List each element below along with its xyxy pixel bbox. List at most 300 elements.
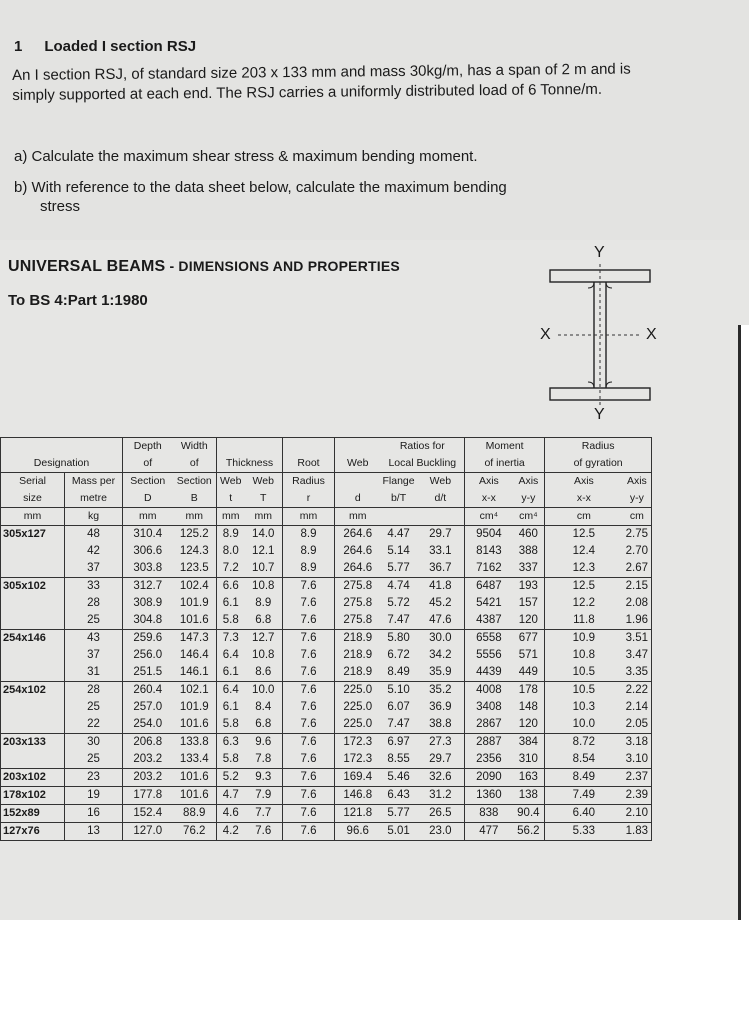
table-row — [1, 716, 652, 734]
width-cell: 125.2 — [173, 526, 217, 544]
gyration-xx-cell: 10.9 — [572, 632, 596, 644]
flange-ratio-cell: 5.72 — [387, 597, 410, 609]
width-cell: 123.5 — [173, 560, 217, 578]
table-body — [1, 526, 652, 841]
web-ratio-cell: 32.6 — [417, 769, 465, 787]
datasheet-standard: To BS 4:Part 1:1980 — [8, 292, 148, 309]
web-ratio-cell: 31.2 — [417, 787, 465, 805]
unit-mass: kg — [65, 508, 123, 526]
flange-thickness-cell: 10.7 — [245, 560, 283, 578]
mass-cell: 33 — [65, 578, 123, 596]
flange-ratio-cell: 6.72 — [387, 649, 410, 661]
inertia-yy-cell: 163 — [513, 769, 545, 787]
web-ratio-cell: 41.8 — [417, 578, 465, 596]
gyration-yy-cell: 1.96 — [623, 612, 652, 630]
web-ratio-cell: 26.5 — [417, 805, 465, 823]
gyration-yy-cell: 2.08 — [623, 595, 652, 612]
gyration-xx-cell: 12.5 — [572, 580, 596, 592]
hdr-axis-ry: Axis — [623, 473, 652, 491]
web-depth-cell: 264.6 — [343, 528, 373, 540]
web-depth-cell: 218.9 — [343, 632, 373, 644]
hdr-web-T: Web — [245, 473, 283, 491]
flange-ratio-cell: 5.14 — [387, 545, 410, 557]
flange-ratio-cell: 4.74 — [387, 580, 410, 592]
web-ratio-cell: 34.2 — [417, 647, 465, 664]
gyration-xx-cell: 7.49 — [572, 789, 596, 801]
gyration-yy-cell: 3.10 — [623, 751, 652, 769]
width-cell: 146.4 — [173, 647, 217, 664]
web-thickness-cell: 4.6 — [222, 807, 239, 819]
unit-T: mm — [245, 508, 283, 526]
inertia-xx-cell: 477 — [479, 825, 499, 837]
mass-cell: 16 — [65, 805, 123, 823]
web-ratio-cell: 35.2 — [417, 682, 465, 700]
unit-ry: cm — [623, 508, 652, 526]
unit-r: mm — [283, 508, 335, 526]
flange-thickness-cell: 7.8 — [245, 751, 283, 769]
serial-size-cell — [1, 543, 65, 560]
inertia-yy-cell: 337 — [513, 560, 545, 578]
hdr-web-t: Web — [220, 475, 242, 487]
width-cell: 101.6 — [173, 612, 217, 630]
flange-ratio-cell: 5.01 — [387, 825, 410, 837]
table-row — [1, 734, 652, 752]
hdr-t: t — [229, 492, 233, 504]
web-depth-cell: 218.9 — [343, 666, 373, 678]
flange-ratio-cell: 5.10 — [387, 684, 410, 696]
serial-size-cell — [1, 751, 65, 769]
root-radius-cell: 7.6 — [283, 823, 335, 841]
table-row — [1, 543, 652, 560]
flange-ratio-cell: 4.47 — [387, 528, 410, 540]
web-depth-cell: 96.6 — [346, 825, 369, 837]
width-cell: 147.3 — [173, 630, 217, 648]
hdr-width: Width — [173, 438, 217, 456]
inertia-yy-cell: 310 — [513, 751, 545, 769]
table-row — [1, 526, 652, 544]
table-row — [1, 787, 652, 805]
inertia-xx-cell: 7162 — [476, 562, 502, 574]
root-radius-cell: 8.9 — [283, 543, 335, 560]
serial-size-cell: 305x102 — [1, 578, 65, 596]
web-ratio-cell: 45.2 — [417, 595, 465, 612]
header-row-3 — [1, 473, 652, 491]
flange-thickness-cell: 7.7 — [245, 805, 283, 823]
gyration-yy-cell: 2.15 — [623, 578, 652, 596]
mass-cell: 25 — [65, 751, 123, 769]
depth-cell: 177.8 — [133, 789, 163, 801]
question-title — [14, 38, 196, 55]
table-row — [1, 664, 652, 682]
serial-size-cell — [1, 612, 65, 630]
hdr-depth: Depth — [133, 440, 162, 452]
web-thickness-cell: 4.7 — [222, 789, 239, 801]
hdr-of-depth: of — [143, 457, 153, 469]
hdr-of-width: of — [173, 455, 217, 473]
hdr-serial: Serial — [1, 473, 65, 491]
web-thickness-cell: 6.4 — [222, 684, 239, 696]
mass-cell: 22 — [65, 716, 123, 734]
depth-cell: 152.4 — [133, 807, 163, 819]
inertia-xx-cell: 2887 — [476, 736, 502, 748]
root-radius-cell: 7.6 — [283, 716, 335, 734]
inertia-xx-cell: 2090 — [476, 771, 502, 783]
web-depth-cell: 264.6 — [343, 545, 373, 557]
gyration-yy-cell: 2.22 — [623, 682, 652, 700]
units-row — [1, 508, 652, 526]
gyration-yy-cell: 2.70 — [623, 543, 652, 560]
table-row — [1, 699, 652, 716]
unit-rx: cm — [576, 510, 591, 522]
hdr-T: T — [245, 490, 283, 508]
hdr-thickness: Thickness — [217, 455, 283, 473]
question-number: 1 — [14, 38, 23, 55]
inertia-yy-cell: 460 — [513, 526, 545, 544]
gyration-yy-cell: 2.10 — [623, 805, 652, 823]
mass-cell: 25 — [65, 699, 123, 716]
web-thickness-cell: 6.6 — [222, 580, 239, 592]
mass-cell: 42 — [65, 543, 123, 560]
hdr-xx-i: x-x — [481, 492, 496, 504]
serial-size-cell: 203x102 — [1, 769, 65, 787]
flange-thickness-cell: 8.4 — [245, 699, 283, 716]
hdr-metre: metre — [65, 490, 123, 508]
web-thickness-cell: 4.2 — [222, 825, 239, 837]
web-depth-cell: 264.6 — [343, 562, 373, 574]
flange-thickness-cell: 6.8 — [245, 716, 283, 734]
hdr-moment: Moment — [465, 438, 545, 456]
depth-cell: 251.5 — [133, 666, 163, 678]
web-depth-cell: 225.0 — [343, 684, 373, 696]
depth-cell: 203.2 — [133, 771, 163, 783]
hdr-local-buckling: Local Buckling — [381, 455, 465, 473]
unit-iy: cm⁴ — [513, 508, 545, 526]
question-heading: Loaded I section RSJ — [44, 38, 197, 55]
inertia-xx-cell: 838 — [479, 807, 499, 819]
depth-cell: 259.6 — [133, 632, 163, 644]
hdr-size: size — [1, 490, 65, 508]
web-depth-cell: 218.9 — [343, 649, 373, 661]
depth-cell: 256.0 — [133, 649, 163, 661]
web-ratio-cell: 36.9 — [417, 699, 465, 716]
flange-thickness-cell: 8.6 — [245, 664, 283, 682]
hdr-radius-r: Radius — [283, 473, 335, 491]
root-radius-cell: 8.9 — [283, 560, 335, 578]
unit-B: mm — [173, 508, 217, 526]
gyration-yy-cell: 3.47 — [623, 647, 652, 664]
mass-cell: 28 — [65, 595, 123, 612]
gyration-xx-cell: 5.33 — [572, 825, 596, 837]
table-row — [1, 682, 652, 700]
depth-cell: 257.0 — [133, 701, 163, 713]
depth-cell: 312.7 — [133, 580, 163, 592]
mass-cell: 23 — [65, 769, 123, 787]
flange-ratio-cell: 7.47 — [387, 614, 410, 626]
datasheet-title — [8, 258, 400, 276]
gyration-xx-cell: 10.0 — [572, 718, 596, 730]
serial-size-cell: 254x102 — [1, 682, 65, 700]
gyration-xx-cell: 10.8 — [572, 649, 596, 661]
gyration-yy-cell: 3.18 — [623, 734, 652, 752]
web-thickness-cell: 7.3 — [222, 632, 239, 644]
header-row-2 — [1, 455, 652, 473]
inertia-yy-cell: 157 — [513, 595, 545, 612]
unit-D: mm — [139, 510, 157, 522]
gyration-yy-cell: 2.05 — [623, 716, 652, 734]
inertia-xx-cell: 4008 — [476, 684, 502, 696]
depth-cell: 306.6 — [133, 545, 163, 557]
depth-cell: 304.8 — [133, 614, 163, 626]
web-depth-cell: 172.3 — [343, 736, 373, 748]
root-radius-cell: 7.6 — [283, 751, 335, 769]
inertia-yy-cell: 571 — [513, 647, 545, 664]
root-radius-cell: 7.6 — [283, 630, 335, 648]
gyration-xx-cell: 8.72 — [572, 736, 596, 748]
table-row — [1, 769, 652, 787]
unit-d: mm — [349, 510, 367, 522]
mass-cell: 19 — [65, 787, 123, 805]
depth-cell: 303.8 — [133, 562, 163, 574]
hdr-ratios: Ratios for — [381, 438, 465, 456]
hdr-yy-i: y-y — [513, 490, 545, 508]
flange-ratio-cell: 5.46 — [387, 771, 410, 783]
gyration-xx-cell: 12.3 — [572, 562, 596, 574]
flange-thickness-cell: 10.8 — [245, 647, 283, 664]
root-radius-cell: 7.6 — [283, 787, 335, 805]
web-ratio-cell: 23.0 — [417, 823, 465, 841]
web-ratio-cell: 30.0 — [417, 630, 465, 648]
hdr-D: D — [143, 492, 152, 504]
flange-ratio-cell: 8.49 — [387, 666, 410, 678]
web-thickness-cell: 6.1 — [222, 666, 239, 678]
mass-cell: 37 — [65, 647, 123, 664]
width-cell: 76.2 — [173, 823, 217, 841]
gyration-xx-cell: 11.8 — [573, 614, 595, 626]
root-radius-cell: 7.6 — [283, 699, 335, 716]
serial-size-cell: 254x146 — [1, 630, 65, 648]
flange-ratio-cell: 8.55 — [387, 753, 410, 765]
question-part-b-line1: b) With reference to the data sheet below, calculate the maximum bending — [14, 179, 507, 196]
flange-ratio-cell: 5.77 — [387, 562, 410, 574]
gyration-xx-cell: 6.40 — [572, 807, 596, 819]
inertia-yy-cell: 120 — [513, 716, 545, 734]
inertia-xx-cell: 1360 — [476, 789, 502, 801]
inertia-xx-cell: 2356 — [476, 753, 502, 765]
web-depth-cell: 225.0 — [343, 718, 373, 730]
flange-thickness-cell: 8.9 — [245, 595, 283, 612]
axis-y-bottom-label: Y — [594, 406, 605, 423]
flange-ratio-cell: 5.80 — [387, 632, 410, 644]
question-part-a: a) Calculate the maximum shear stress & maximum bending moment. — [14, 148, 478, 165]
flange-thickness-cell: 7.6 — [245, 823, 283, 841]
serial-size-cell — [1, 560, 65, 578]
web-thickness-cell: 6.3 — [222, 736, 239, 748]
flange-thickness-cell: 9.6 — [245, 734, 283, 752]
flange-ratio-cell: 6.43 — [387, 789, 410, 801]
depth-cell: 260.4 — [133, 684, 163, 696]
flange-ratio-cell: 6.97 — [387, 736, 410, 748]
hdr-of-gyration: of gyration — [545, 455, 652, 473]
table-row — [1, 805, 652, 823]
hdr-section-b: Section — [173, 473, 217, 491]
serial-size-cell: 305x127 — [1, 526, 65, 544]
hdr-flange: Flange — [382, 475, 415, 487]
table-row — [1, 823, 652, 841]
gyration-xx-cell: 10.5 — [572, 684, 596, 696]
root-radius-cell: 7.6 — [283, 612, 335, 630]
hdr-root: Root — [283, 455, 335, 473]
question-part-b — [14, 178, 634, 216]
depth-cell: 127.0 — [133, 825, 163, 837]
mass-cell: 30 — [65, 734, 123, 752]
i-beam-diagram — [528, 244, 668, 424]
depth-cell: 206.8 — [133, 736, 163, 748]
web-depth-cell: 169.4 — [343, 771, 373, 783]
axis-y-top-label: Y — [594, 244, 605, 261]
hdr-bT: b/T — [390, 492, 407, 504]
inertia-yy-cell: 193 — [513, 578, 545, 596]
width-cell: 133.8 — [173, 734, 217, 752]
serial-size-cell — [1, 595, 65, 612]
web-depth-cell: 275.8 — [343, 614, 373, 626]
gyration-xx-cell: 10.3 — [572, 701, 596, 713]
flange-thickness-cell: 14.0 — [245, 526, 283, 544]
hdr-axis-ix: Axis — [478, 475, 499, 487]
gyration-xx-cell: 10.5 — [572, 666, 596, 678]
web-thickness-cell: 6.1 — [222, 701, 239, 713]
inertia-yy-cell: 449 — [513, 664, 545, 682]
inertia-yy-cell: 388 — [513, 543, 545, 560]
width-cell: 102.4 — [173, 578, 217, 596]
web-ratio-cell: 27.3 — [417, 734, 465, 752]
mass-cell: 43 — [65, 630, 123, 648]
serial-size-cell — [1, 664, 65, 682]
root-radius-cell: 7.6 — [283, 734, 335, 752]
gyration-yy-cell: 2.14 — [623, 699, 652, 716]
inertia-yy-cell: 178 — [513, 682, 545, 700]
width-cell: 146.1 — [173, 664, 217, 682]
width-cell: 88.9 — [173, 805, 217, 823]
flange-thickness-cell: 9.3 — [245, 769, 283, 787]
inertia-xx-cell: 4439 — [476, 666, 502, 678]
web-depth-cell: 225.0 — [343, 701, 373, 713]
unit-t: mm — [222, 510, 240, 522]
inertia-xx-cell: 4387 — [476, 614, 502, 626]
gyration-yy-cell: 2.39 — [623, 787, 652, 805]
web-depth-cell: 146.8 — [343, 789, 373, 801]
unit-ix: cm⁴ — [479, 510, 499, 522]
hdr-of-inertia: of inertia — [465, 455, 545, 473]
web-thickness-cell: 6.4 — [222, 649, 239, 661]
hdr-axis-rx: Axis — [573, 475, 594, 487]
table-row — [1, 612, 652, 630]
inertia-xx-cell: 5556 — [476, 649, 502, 661]
web-depth-cell: 172.3 — [343, 753, 373, 765]
width-cell: 101.6 — [173, 787, 217, 805]
root-radius-cell: 7.6 — [283, 647, 335, 664]
web-thickness-cell: 5.2 — [222, 771, 239, 783]
mass-cell: 25 — [65, 612, 123, 630]
inertia-yy-cell: 120 — [513, 612, 545, 630]
flange-thickness-cell: 7.9 — [245, 787, 283, 805]
hdr-B: B — [173, 490, 217, 508]
width-cell: 133.4 — [173, 751, 217, 769]
web-ratio-cell: 35.9 — [417, 664, 465, 682]
axis-x-right-label: X — [646, 326, 657, 343]
inertia-xx-cell: 2867 — [476, 718, 502, 730]
hdr-d: d — [354, 492, 361, 504]
web-ratio-cell: 29.7 — [417, 526, 465, 544]
web-thickness-cell: 8.9 — [222, 528, 239, 540]
inertia-xx-cell: 6558 — [476, 632, 502, 644]
root-radius-cell: 8.9 — [283, 526, 335, 544]
gyration-yy-cell: 2.75 — [623, 526, 652, 544]
question-paragraph: An I section RSJ, of standard size 203 x 133 mm and mass 30kg/m, has a span of 2 m and is simply supported at each end. The RSJ carries a uniformly distributed load of 6 Tonne/m. — [12, 60, 631, 104]
inertia-xx-cell: 3408 — [476, 701, 502, 713]
root-radius-cell: 7.6 — [283, 769, 335, 787]
root-radius-cell: 7.6 — [283, 595, 335, 612]
hdr-yy-r: y-y — [623, 490, 652, 508]
width-cell: 101.6 — [173, 769, 217, 787]
datasheet-title-rest: - DIMENSIONS AND PROPERTIES — [165, 258, 400, 274]
beam-properties-table — [0, 437, 652, 841]
flange-thickness-cell: 6.8 — [245, 612, 283, 630]
web-depth-cell: 275.8 — [343, 597, 373, 609]
flange-thickness-cell: 10.8 — [245, 578, 283, 596]
web-thickness-cell: 5.8 — [222, 753, 239, 765]
inertia-xx-cell: 9504 — [476, 528, 502, 540]
hdr-mass-per: Mass per — [65, 473, 123, 491]
table-row — [1, 595, 652, 612]
inertia-xx-cell: 5421 — [476, 597, 502, 609]
root-radius-cell: 7.6 — [283, 578, 335, 596]
width-cell: 124.3 — [173, 543, 217, 560]
web-depth-cell: 275.8 — [343, 580, 373, 592]
flange-ratio-cell: 7.47 — [387, 718, 410, 730]
web-thickness-cell: 6.1 — [222, 597, 239, 609]
hdr-web: Web — [347, 457, 369, 469]
depth-cell: 308.9 — [133, 597, 163, 609]
table-row — [1, 578, 652, 596]
depth-cell: 254.0 — [133, 718, 163, 730]
table-row — [1, 630, 652, 648]
root-radius-cell: 7.6 — [283, 805, 335, 823]
hdr-axis-iy: Axis — [513, 473, 545, 491]
inertia-yy-cell: 90.4 — [513, 805, 545, 823]
hdr-r: r — [283, 490, 335, 508]
inertia-yy-cell: 148 — [513, 699, 545, 716]
gyration-xx-cell: 8.49 — [572, 771, 596, 783]
gyration-yy-cell: 3.51 — [623, 630, 652, 648]
hdr-web-ratio: Web — [417, 473, 465, 491]
background-white — [0, 920, 749, 1024]
serial-size-cell: 152x89 — [1, 805, 65, 823]
serial-size-cell — [1, 716, 65, 734]
web-thickness-cell: 7.2 — [222, 562, 239, 574]
gyration-xx-cell: 12.2 — [572, 597, 596, 609]
mass-cell: 37 — [65, 560, 123, 578]
width-cell: 101.9 — [173, 699, 217, 716]
axis-x-left-label: X — [540, 326, 551, 343]
gyration-xx-cell: 8.54 — [572, 753, 596, 765]
inertia-yy-cell: 384 — [513, 734, 545, 752]
gyration-xx-cell: 12.5 — [572, 528, 596, 540]
table-row — [1, 751, 652, 769]
width-cell: 102.1 — [173, 682, 217, 700]
table-row — [1, 647, 652, 664]
serial-size-cell: 178x102 — [1, 787, 65, 805]
gyration-yy-cell: 3.35 — [623, 664, 652, 682]
